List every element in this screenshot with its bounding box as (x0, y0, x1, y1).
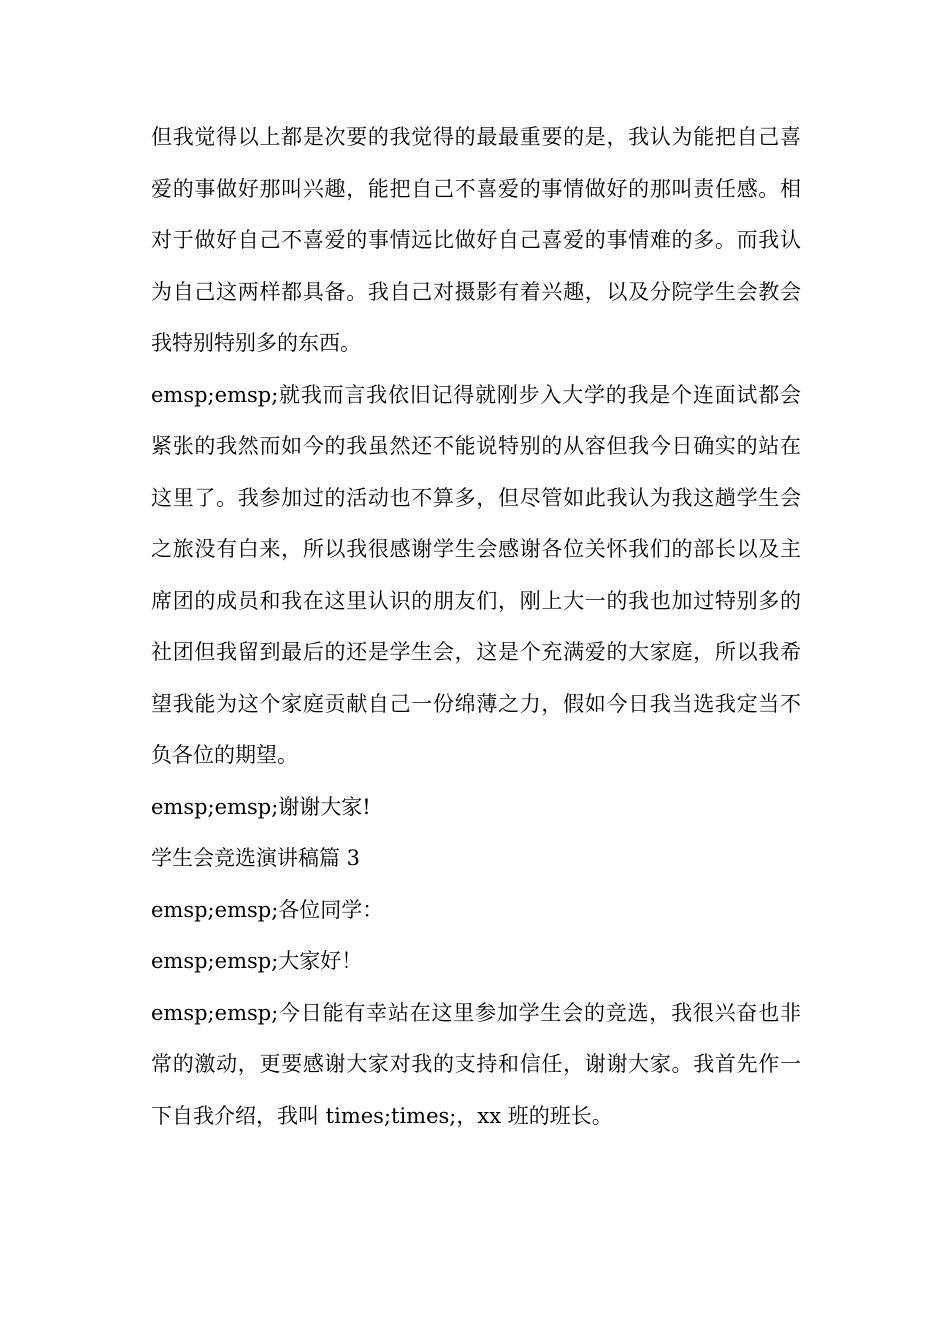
paragraph-greeting-classmates: emsp;emsp;各位同学： (151, 897, 384, 922)
paragraph-student-union-journey: emsp;emsp;就我而言我依旧记得就刚步入大学的我是个连面试都会紧张的我然而如今的我虽然还不能说特别的从容但我今日确实的站在这里了。我参加过的活动也不算多，但尽管如此我认为我这趟学生会之旅没有白来，所以我很感谢学生会感谢各位关怀我们的部长以及主席团的成员和我在这里认识的朋友们，刚上大一的我也加过特别多的社团但我留到最后的还是学生会，这是个充满爱的大家庭，所以我希望我能为这个家庭贡献自己一份绵薄之力，假如今日我当选我定当不负各位的期望。 (151, 382, 801, 767)
section-heading-speech-3: 学生会竞选演讲稿篇 3 (151, 846, 361, 870)
paragraph-hello-everyone: emsp;emsp;大家好！ (151, 949, 363, 973)
paragraph-introduction: emsp;emsp;今日能有幸站在这里参加学生会的竞选，我很兴奋也非常的激动，更要感谢大家对我的支持和信任，谢谢大家。我首先作一下自我介绍，我叫 times;times;，xx 班的班长。 (151, 1000, 801, 1128)
paragraph-thanks: emsp;emsp;谢谢大家! (151, 794, 371, 819)
paragraph-responsibility: 但我觉得以上都是次要的我觉得的最最重要的是，我认为能把自己喜爱的事做好那叫兴趣，能把自己不喜爱的事情做好的那叫责任感。相对于做好自己不喜爱的事情远比做好自己喜爱的事情难的多。而我认为自己这两样都具备。我自己对摄影有着兴趣，以及分院学生会教会我特别特别多的东西。 (151, 125, 801, 355)
document-page (151, 112, 801, 1142)
